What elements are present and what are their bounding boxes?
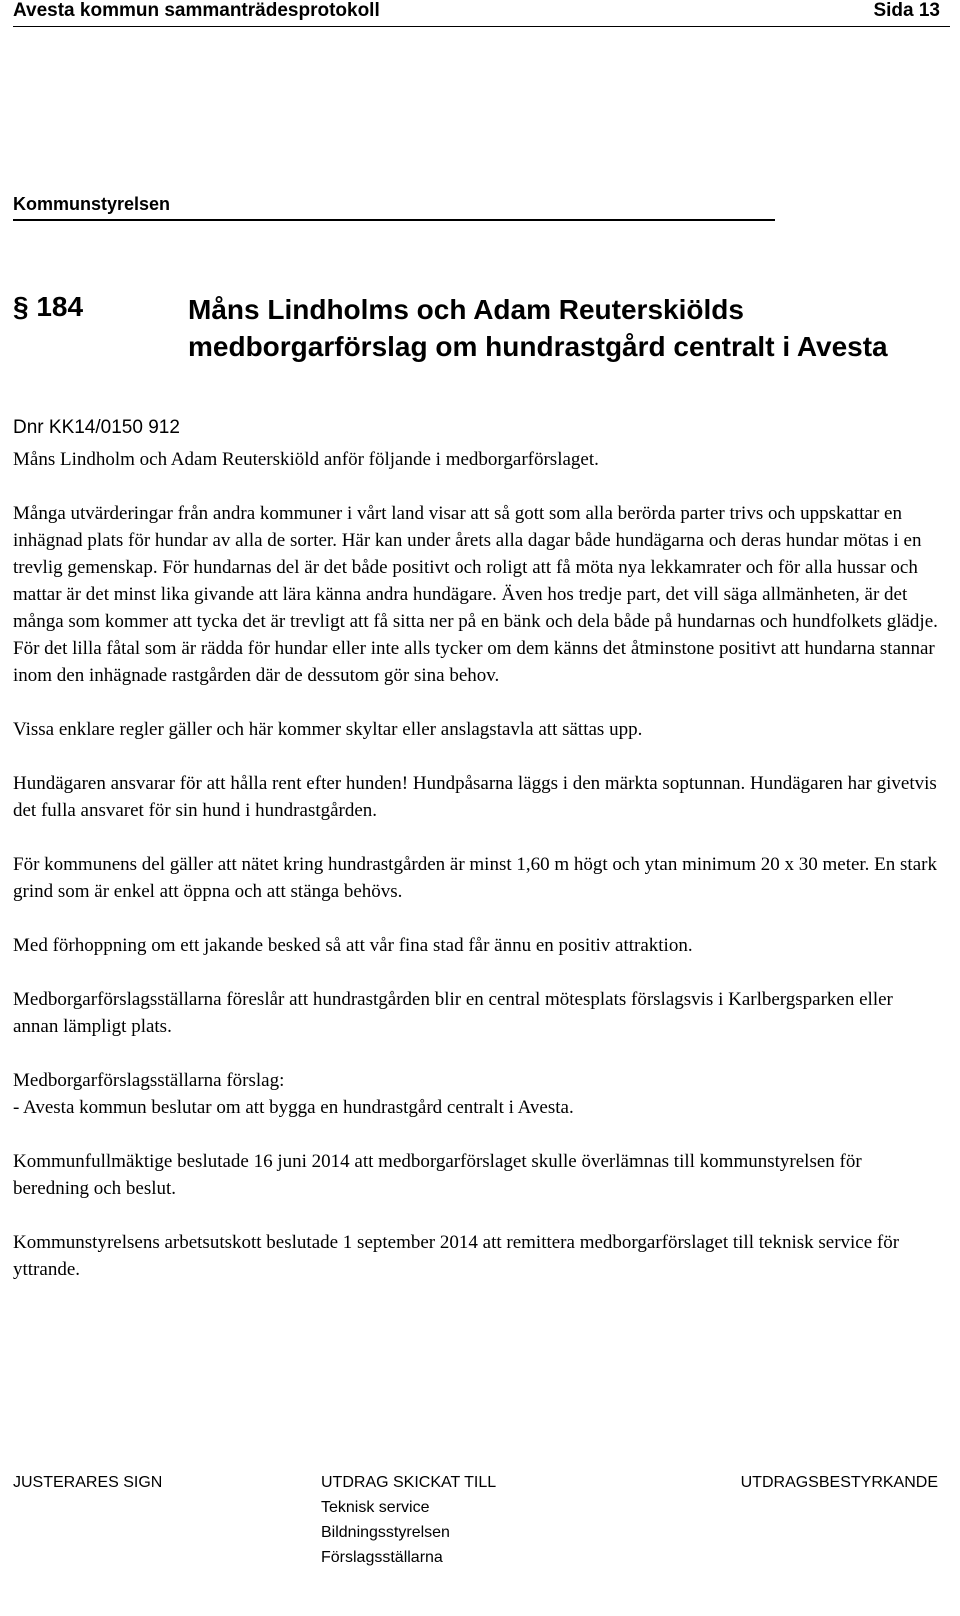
committee-heading: Kommunstyrelsen [13,194,775,221]
section-title: Måns Lindholms och Adam Reuterskiölds medborgarförslag om hundrastgård centralt i Avesta [188,294,888,362]
footer-utdrag [321,1470,496,1570]
page-header [13,0,950,27]
footer-recipient: Bildningsstyrelsen [321,1524,450,1541]
paragraph-rules: Vissa enklare regler gäller och här kommer skyltar eller anslagstavla att sättas upp. [13,719,643,740]
paragraph-owner-responsibility: Hundägaren ansvarar för att hålla rent efter hunden! Hundpåsarna läggs i den märkta soptunnan. Hundägaren har givetvis det fulla ansvaret för sin hund i hundrastgården. [13,773,937,821]
paragraph-council-decision: Kommunfullmäktige beslutade 16 juni 2014 att medborgarförslaget skulle överlämnas till kommunstyrelsen för beredning och beslut. [13,1151,862,1199]
paragraph-municipality-requirements: För kommunens del gäller att nätet kring hundrastgården är minst 1,60 m högt och ytan minimum 20 x 30 meter. En stark grind som är enkel att öppna och att stänga behövs. [13,854,937,902]
document-title: Avesta kommun sammanträdesprotokoll [13,0,380,21]
section-number: § 184 [13,291,84,322]
document-body [13,446,938,1310]
footer-recipient: Teknisk service [321,1499,430,1516]
paragraph-location-proposal: Medborgarförslagsställarna föreslår att hundrastgården blir en central mötesplats förslagsvis i Karlbergsparken eller annan lämpligt plats. [13,989,893,1037]
paragraph-hope: Med förhoppning om ett jakande besked så att vår fina stad får ännu en positiv attraktion. [13,935,693,956]
footer-bestyrkande: UTDRAGSBESTYRKANDE [740,1474,938,1491]
footer-utdrag-label: UTDRAG SKICKAT TILL [321,1474,497,1491]
paragraph-committee-decision: Kommunstyrelsens arbetsutskott beslutade 1 september 2014 att remittera medborgarförslaget till teknisk service för yttrande. [13,1232,900,1280]
paragraph-intro: Måns Lindholm och Adam Reuterskiöld anför följande i medborgarförslaget. [13,449,599,470]
case-number: Dnr KK14/0150 912 [13,417,180,438]
footer-justerares: JUSTERARES SIGN [13,1474,163,1491]
page-number: Sida 13 [873,0,940,21]
proposal-bullet: - Avesta kommun beslutar om att bygga en hundrastgård centralt i Avesta. [13,1097,574,1118]
footer-recipient: Förslagsställarna [321,1549,443,1566]
paragraph-proposal-label: Medborgarförslagsställarna förslag: [13,1070,285,1091]
paragraph-evaluations: Många utvärderingar från andra kommuner i vårt land visar att så gott som alla berörda parter trivs och uppskattar en inhägnad plats för hundar av alla de sorter. Här kan under årets alla dagar både hundägarna och deras hundar mötas i en trevlig gemenskap. För hundarnas del är det både positivt och roligt att få möta nya lekkamrater och för alla hussar och mattar är det minst lika givande att lära känna andra hundägare. Även hos tredje part, det vill säga allmänheten, är det många som kommer att tycka det är trevligt att få sitta ner på en bänk och dela både på hundarnas och hundfolkets glädje. För det lilla fåtal som är rädda för hundar eller inte alls tycker om dem känns det åtminstone positivt att hundarna stannar inom den inhägnade rastgården där de dessutom gör sina behov. [13,503,938,686]
